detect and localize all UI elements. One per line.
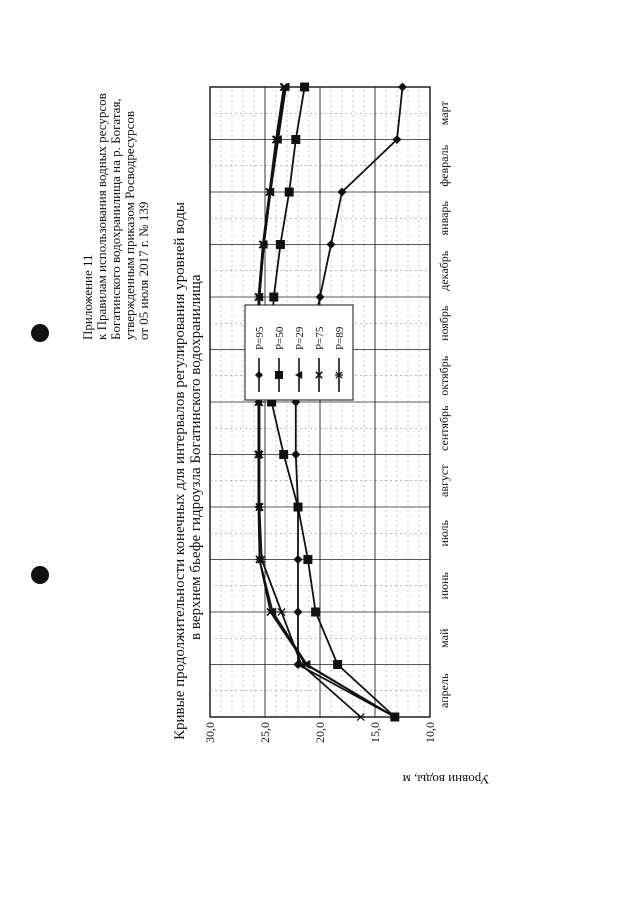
x-tick-label: сентябрь — [437, 405, 451, 451]
x-tick-label: август — [437, 464, 451, 497]
x-tick-label: ноябрь — [437, 305, 451, 341]
tick-labels — [203, 101, 451, 743]
header-line-3: Богатинского водохранилища на р. Богатая, — [108, 98, 123, 340]
y-tick-label: 20,0 — [313, 722, 327, 743]
data-point-P=50 — [311, 608, 320, 617]
rotated-content — [80, 83, 489, 788]
punch-hole-bottom — [31, 566, 49, 584]
x-tick-label: апрель — [437, 673, 451, 708]
x-tick-label: март — [437, 101, 451, 126]
x-tick-label: октябрь — [437, 355, 451, 396]
data-point-P=89 — [356, 713, 365, 720]
data-point-P=50 — [291, 135, 300, 144]
header-line-5: от 05 июля 2017 г. № 139 — [136, 201, 151, 340]
legend-marker-P=50 — [275, 371, 283, 379]
legend-label: P=95 — [254, 326, 266, 350]
header-line-4: утвержденным приказом Росводресурсов — [122, 111, 137, 340]
x-tick-label: июнь — [437, 572, 451, 600]
legend-label: P=89 — [334, 326, 346, 350]
x-tick-label: июль — [437, 519, 451, 547]
data-point-P=95 — [291, 450, 300, 459]
punch-hole-top — [31, 324, 49, 342]
data-point-P=50 — [294, 503, 303, 512]
data-point-P=50 — [303, 555, 312, 564]
data-point-P=95 — [327, 240, 336, 249]
y-axis-label: Уровни воды, м — [402, 772, 490, 787]
data-point-P=95 — [398, 83, 407, 92]
data-point-P=95 — [316, 293, 325, 302]
y-tick-label: 30,0 — [203, 722, 217, 743]
data-point-P=95 — [294, 608, 303, 617]
data-point-P=50 — [285, 188, 294, 197]
header-line-1: Приложение 11 — [80, 254, 95, 340]
x-tick-label: май — [437, 628, 451, 648]
data-point-P=50 — [279, 450, 288, 459]
data-point-P=50 — [333, 660, 342, 669]
y-tick-label: 10,0 — [423, 722, 437, 743]
header-line-2: к Правилам использования водных ресурсов — [94, 93, 109, 340]
legend — [245, 305, 353, 400]
legend-label: P=29 — [294, 326, 306, 350]
data-point-P=50 — [300, 83, 309, 92]
data-point-P=95 — [294, 555, 303, 564]
x-tick-label: декабрь — [437, 250, 451, 291]
legend-label: P=50 — [274, 326, 286, 350]
data-point-P=50 — [276, 240, 285, 249]
legend-label: P=75 — [314, 326, 326, 350]
x-tick-label: январь — [437, 201, 451, 236]
y-tick-label: 15,0 — [368, 722, 382, 743]
annex-header — [80, 93, 151, 340]
data-point-P=50 — [269, 293, 278, 302]
chart-title-line-2: в верхнем бьефе гидроузла Богатинского водохранилища — [188, 274, 204, 640]
x-tick-label: февраль — [437, 144, 451, 187]
chart-title-line-1: Кривые продолжительности конечных для интервалов регулирования уровней воды — [172, 202, 188, 740]
y-tick-label: 25,0 — [258, 722, 272, 743]
